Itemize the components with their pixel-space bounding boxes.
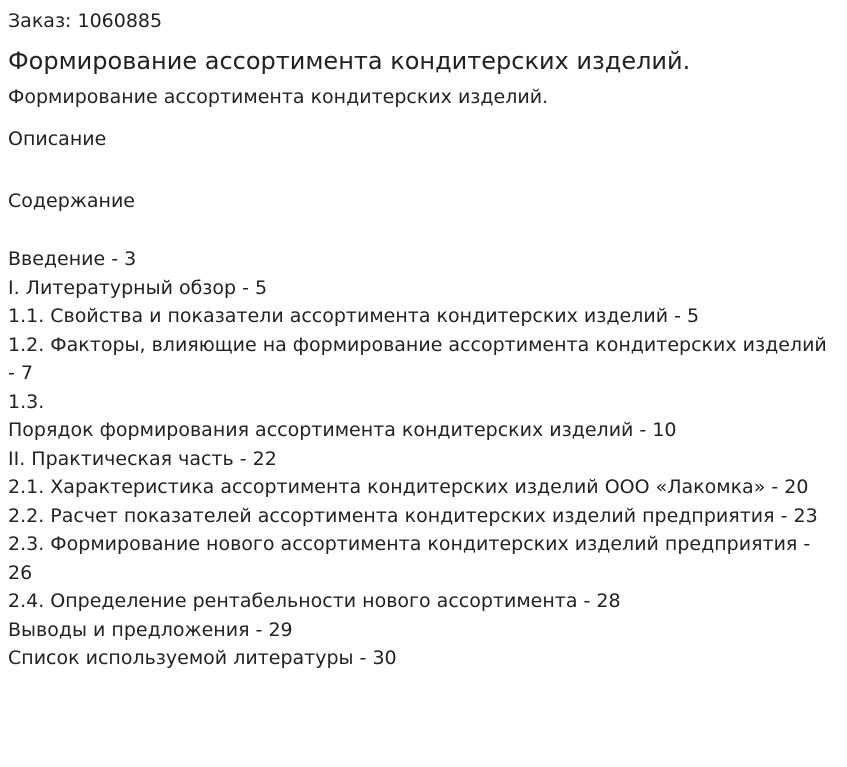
toc-item: Выводы и предложения - 29 <box>8 618 293 641</box>
toc-item: Список используемой литературы - 30 <box>8 647 397 669</box>
page-title: Формирование ассортимента кондитерских изделий. <box>8 47 691 75</box>
table-of-contents <box>8 245 833 673</box>
toc-item: I. Литературный обзор - 5 <box>8 276 268 299</box>
toc-item: 2.2. Расчет показателей ассортимента кондитерских изделий предприятия - 23 <box>8 504 818 527</box>
toc-item: 2.3. Формирование нового ассортимента кондитерских изделий предприятия - 26 <box>8 533 811 584</box>
toc-item: 2.1. Характеристика ассортимента кондитерских изделий ООО «Лакомка» - 20 <box>8 476 809 498</box>
description-heading: Описание <box>8 128 107 150</box>
toc-item: 1.3. <box>8 390 45 413</box>
toc-item: II. Практическая часть - 22 <box>8 447 277 470</box>
toc-item: Порядок формирования ассортимента кондитерских изделий - 10 <box>8 419 677 441</box>
toc-item: 2.4. Определение рентабельности нового ассортимента - 28 <box>8 590 621 612</box>
toc-item: 1.2. Факторы, влияющие на формирование ассортимента кондитерских изделий - 7 <box>8 333 827 384</box>
toc-item: Введение - 3 <box>8 248 137 270</box>
toc-item: 1.1. Свойства и показатели ассортимента кондитерских изделий - 5 <box>8 305 700 327</box>
page-subtitle: Формирование ассортимента кондитерских изделий. <box>8 86 549 108</box>
order-number: Заказ: 1060885 <box>8 10 163 32</box>
contents-heading: Содержание <box>8 190 135 212</box>
